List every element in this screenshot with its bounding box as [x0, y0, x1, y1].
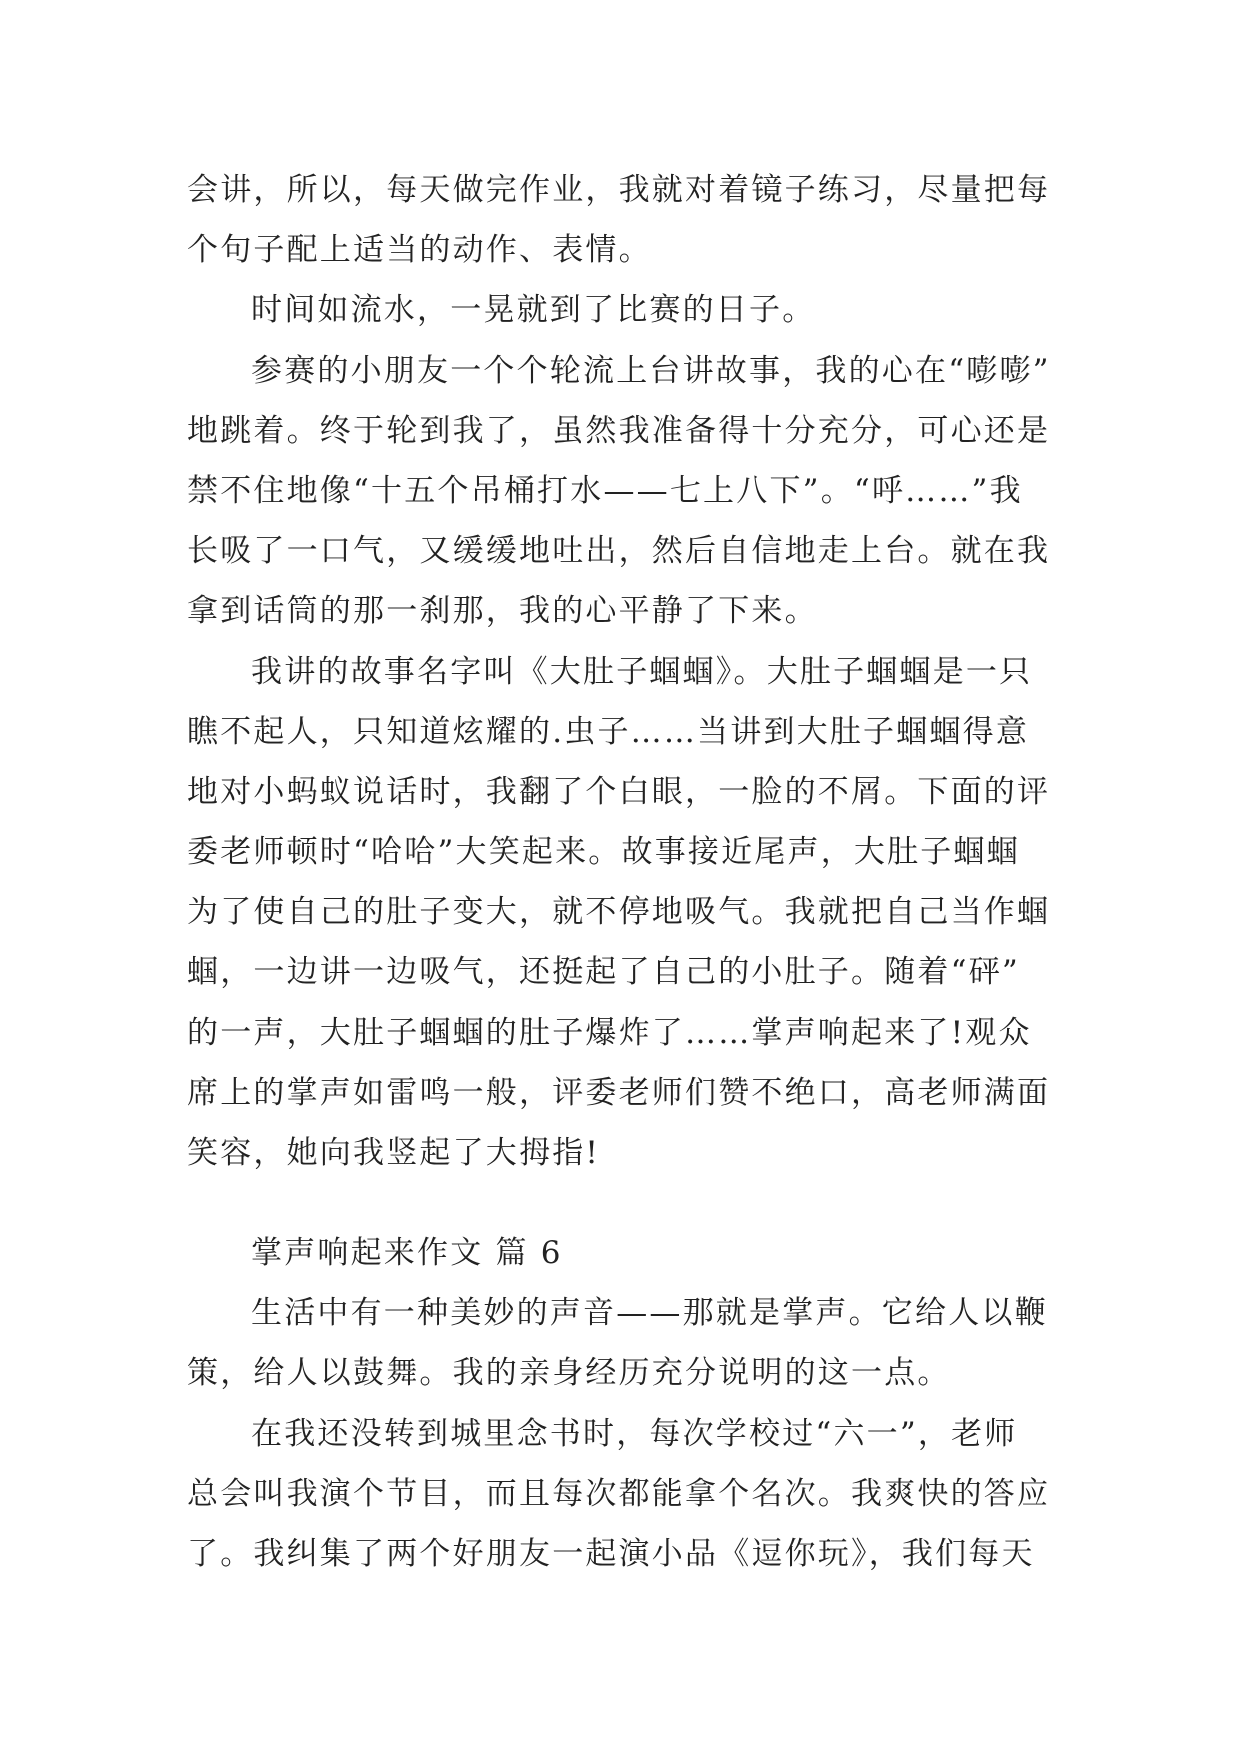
text-line: 生活中有一种美妙的声音——那就是掌声。它给人以鞭 [251, 1295, 1048, 1332]
text-line: 笑容，她向我竖起了大拇指! [187, 1135, 601, 1171]
document-page [187, 160, 1055, 1584]
text-line: 蝈，一边讲一边吸气，还挺起了自己的小肚子。随着“砰” [187, 954, 1020, 991]
text-line: 参赛的小朋友一个个轮流上台讲故事，我的心在“嘭嘭” [251, 352, 1051, 389]
paragraph [187, 1404, 1055, 1585]
text-line: 禁不住地像“十五个吊桶打水——七上八下”。“呼……”我 [187, 472, 1023, 509]
text-line: 为了使自己的肚子变大，就不停地吸气。我就把自己当作蝈 [187, 894, 1051, 931]
text-line: 了。我纠集了两个好朋友一起演小品《逗你玩》，我们每天 [187, 1535, 1035, 1572]
text-line: 在我还没转到城里念书时，每次学校过“六一”，老师 [251, 1415, 1018, 1452]
paragraph [187, 341, 1055, 642]
paragraph [187, 160, 1055, 280]
text-line: 席上的掌声如雷鸣一般，评委老师们赞不绝口，高老师满面 [187, 1074, 1051, 1111]
text-line: 长吸了一口气，又缓缓地吐出，然后自信地走上台。就在我 [187, 533, 1051, 570]
section-gap [187, 1183, 1055, 1223]
paragraph [187, 642, 1055, 1184]
text-line: 地对小蚂蚁说话时，我翻了个白眼，一脸的不屑。下面的评 [187, 773, 1051, 810]
text-line: 会讲，所以，每天做完作业，我就对着镜子练习，尽量把每 [187, 172, 1051, 208]
text-line: 拿到话筒的那一刹那，我的心平静了下来。 [187, 593, 818, 630]
text-line: 我讲的故事名字叫《大肚子蝈蝈》。大肚子蝈蝈是一只 [251, 653, 1033, 690]
section-heading: 掌声响起来作文 篇 6 [251, 1235, 563, 1272]
text-line: 时间如流水，一晃就到了比赛的日子。 [251, 292, 816, 329]
text-line: 委老师顿时“哈哈”大笑起来。故事接近尾声，大肚子蝈蝈 [187, 834, 1020, 871]
text-line: 策，给人以鼓舞。我的亲身经历充分说明的这一点。 [187, 1355, 951, 1392]
text-line: 个句子配上适当的动作、表情。 [187, 232, 652, 269]
text-line: 的一声，大肚子蝈蝈的肚子爆炸了……掌声响起来了!观众 [187, 1014, 1032, 1051]
text-line: 地跳着。终于轮到我了，虽然我准备得十分充分，可心还是 [187, 412, 1051, 449]
text-line: 总会叫我演个节目，而且每次都能拿个名次。我爽快的答应 [187, 1475, 1051, 1512]
paragraph [187, 1283, 1055, 1403]
paragraph [187, 280, 1055, 340]
text-line: 瞧不起人，只知道炫耀的.虫子……当讲到大肚子蝈蝈得意 [187, 713, 1030, 750]
